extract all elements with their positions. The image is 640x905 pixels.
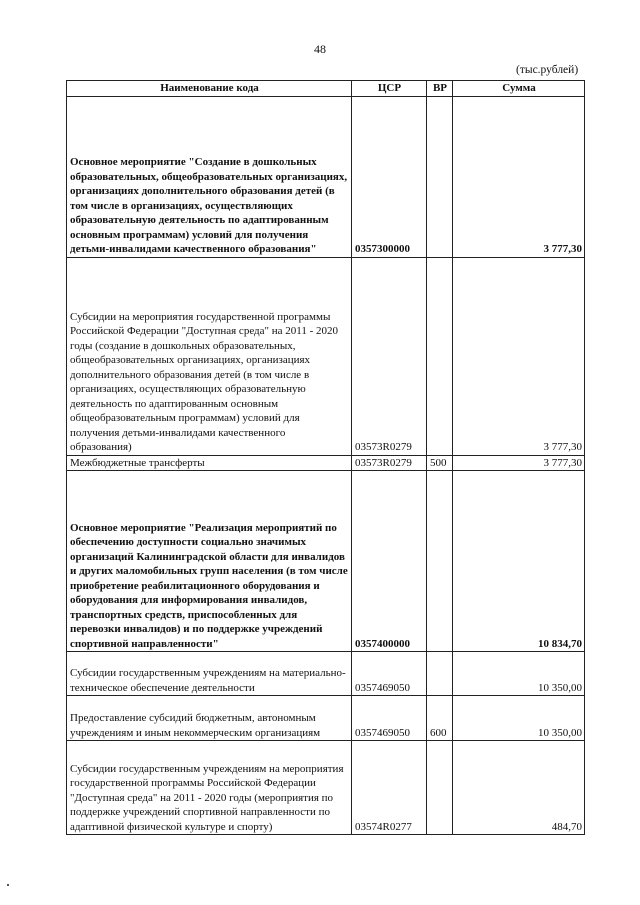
budget-table [66, 80, 585, 835]
table-row [67, 741, 585, 835]
row-vr [427, 471, 453, 652]
row-csr: 03574R0277 [352, 741, 427, 835]
table-header-row [67, 81, 585, 97]
header-csr: ЦСР [352, 81, 427, 97]
table-row [67, 471, 585, 652]
margin-mark [7, 884, 9, 886]
row-vr [427, 652, 453, 696]
row-vr [427, 96, 453, 257]
header-sum: Сумма [453, 81, 585, 97]
row-name: Субсидии государственным учреждениям на материально-техническое обеспечение деятельности [67, 652, 352, 696]
row-name: Основное мероприятие "Реализация мероприятий по обеспечению доступности социально значимых организаций Калининградской области для инвалидов и других маломобильных групп населения (в том числе приобретение реабилитационного оборудования и оборудования для информирования инвалидов, транспортных средств, приспособленных для перевозки инвалидов) и по поддержке учреждений спортивной направленности" [67, 471, 352, 652]
header-name: Наименование кода [67, 81, 352, 97]
header-vr: ВР [427, 81, 453, 97]
row-vr [427, 257, 453, 455]
row-csr: 03573R0279 [352, 455, 427, 471]
table-row [67, 257, 585, 455]
page-number: 48 [314, 42, 326, 56]
row-name: Предоставление субсидий бюджетным, автономным учреждениям и иным некоммерческим организациям [67, 696, 352, 741]
table-row [67, 455, 585, 471]
row-sum: 10 350,00 [453, 696, 585, 741]
table-row [67, 696, 585, 741]
row-sum: 10 350,00 [453, 652, 585, 696]
row-vr: 500 [427, 455, 453, 471]
units-label: (тыс.рублей) [516, 64, 579, 76]
row-sum: 484,70 [453, 741, 585, 835]
table-row [67, 652, 585, 696]
row-sum: 10 834,70 [453, 471, 585, 652]
row-name: Межбюджетные трансферты [67, 455, 352, 471]
row-name: Основное мероприятие "Создание в дошкольных образовательных, общеобразовательных организациях, организациях дополнительного образования детей (в том числе в организациях, осуществляющих образовательную деятельность по адаптированным основным программам) условий для получения детьми-инвалидами качественного образования" [67, 96, 352, 257]
row-csr: 03573R0279 [352, 257, 427, 455]
row-name: Субсидии на мероприятия государственной программы Российской Федерации "Доступная среда" на 2011 - 2020 годы (создание в дошкольных образовательных, общеобразовательных организациях, организациях дополнительного образования детей (в том числе в организациях, осуществляющих образовательную деятельность по адаптированным основным общеобразовательным программам) условий для получения детьми-инвалидами качественного образования) [67, 257, 352, 455]
row-sum: 3 777,30 [453, 257, 585, 455]
row-csr: 0357469050 [352, 652, 427, 696]
row-sum: 3 777,30 [453, 455, 585, 471]
row-vr [427, 741, 453, 835]
row-csr: 0357400000 [352, 471, 427, 652]
row-name: Субсидии государственным учреждениям на мероприятия государственной программы Российской Федерации "Доступная среда" на 2011 - 2020 годы (мероприятия по поддержке учреждений спортивной направленности по адаптивной физической культуре и спорту) [67, 741, 352, 835]
row-csr: 0357469050 [352, 696, 427, 741]
row-vr: 600 [427, 696, 453, 741]
table-row [67, 96, 585, 257]
row-csr: 0357300000 [352, 96, 427, 257]
row-sum: 3 777,30 [453, 96, 585, 257]
